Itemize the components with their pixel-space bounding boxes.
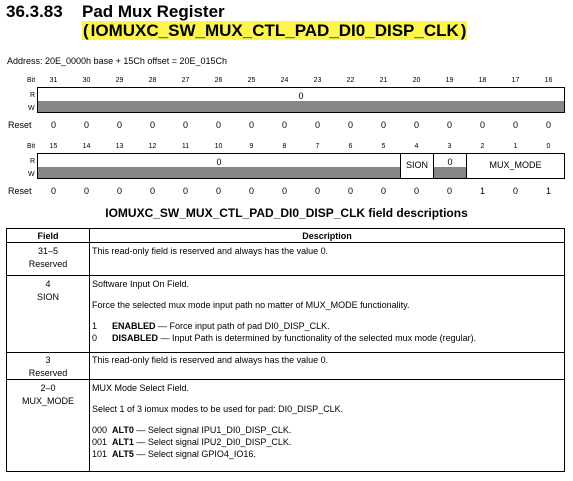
mux-mode-label: MUX_MODE xyxy=(489,160,542,170)
bit-number: 11 xyxy=(181,143,190,150)
bit3-box xyxy=(433,153,467,179)
reset-value: 0 xyxy=(248,120,254,130)
enum-text: — Select signal IPU2_DI0_DISP_CLK. xyxy=(133,437,292,447)
table-row xyxy=(7,276,565,353)
sion-label: SION xyxy=(405,160,428,170)
bit-number: 14 xyxy=(82,143,91,150)
field-bits: 4 xyxy=(45,279,51,289)
enum-name: ALT1 xyxy=(112,437,134,447)
reset-value: 0 xyxy=(347,186,353,196)
bit-number: 4 xyxy=(414,143,419,150)
reset-value: 0 xyxy=(314,186,320,196)
reset-value: 0 xyxy=(446,186,452,196)
enum-text: — Select signal GPIO4_IO16. xyxy=(133,449,256,459)
description-cell xyxy=(90,276,565,353)
field-name: Reserved xyxy=(28,368,68,378)
bit-number: 6 xyxy=(348,143,353,150)
enum-name: DISABLED xyxy=(112,333,159,343)
enum-name: ALT5 xyxy=(112,449,134,459)
bit3-w-bar xyxy=(434,167,466,178)
reset-value: 0 xyxy=(479,120,485,130)
bit-number: 19 xyxy=(445,77,454,84)
bit-number: 1 xyxy=(513,143,518,150)
reset-label: Reset xyxy=(8,186,32,196)
description-title: MUX Mode Select Field. xyxy=(92,383,190,393)
bit-number: 31 xyxy=(49,77,58,84)
register-name-heading xyxy=(82,21,467,41)
field-cell xyxy=(7,243,90,276)
lower-w-bar xyxy=(38,167,400,178)
enum-line xyxy=(92,449,564,460)
enum-text: — Force input path of pad DI0_DISP_CLK. xyxy=(155,321,330,331)
bit-number: 24 xyxy=(280,77,289,84)
bit-number: 21 xyxy=(379,77,388,84)
reset-value: 0 xyxy=(248,186,254,196)
reset-value: 0 xyxy=(83,120,89,130)
bit-number: 8 xyxy=(282,143,287,150)
section-title: Pad Mux Register xyxy=(82,2,225,21)
register-name: IOMUXC_SW_MUX_CTL_PAD_DI0_DISP_CLK xyxy=(90,21,459,40)
bit-number: 27 xyxy=(181,77,190,84)
table-header-row xyxy=(7,229,565,243)
section-number: 36.3.83 xyxy=(6,2,63,21)
bit-label: Bit xyxy=(27,77,36,84)
field-bits: 31–5 xyxy=(37,246,59,256)
reset-value: 0 xyxy=(116,120,122,130)
field-bits: 2–0 xyxy=(40,383,56,393)
upper-w-bar xyxy=(38,101,564,112)
bit-number: 7 xyxy=(315,143,320,150)
field-cell xyxy=(7,353,90,380)
upper-register-box xyxy=(37,87,565,113)
reset-value: 0 xyxy=(83,186,89,196)
field-descriptions-table xyxy=(6,228,565,472)
table-row xyxy=(7,353,565,380)
bit-number: 23 xyxy=(313,77,322,84)
lower-reserved-box xyxy=(37,153,401,179)
reset-value: 1 xyxy=(545,186,551,196)
bit-number: 28 xyxy=(148,77,157,84)
bit-number: 9 xyxy=(249,143,254,150)
enum-code: 1 xyxy=(92,321,98,331)
enum-code: 0 xyxy=(92,333,98,343)
field-cell xyxy=(7,380,90,472)
description-text: This read-only field is reserved and always has the value 0. xyxy=(92,355,329,365)
bit-number: 25 xyxy=(247,77,256,84)
bit-number: 10 xyxy=(214,143,223,150)
reset-value: 0 xyxy=(215,120,221,130)
reset-value: 0 xyxy=(512,186,518,196)
enum-text: — Select signal IPU1_DI0_DISP_CLK. xyxy=(133,425,292,435)
bit3-value: 0 xyxy=(447,157,453,167)
bit-number: 0 xyxy=(546,143,551,150)
reset-value: 0 xyxy=(413,120,419,130)
enum-name: ALT0 xyxy=(112,425,134,435)
reset-label: Reset xyxy=(8,120,32,130)
description-detail: Force the selected mux mode input path no matter of MUX_MODE functionality. xyxy=(92,300,410,310)
field-cell xyxy=(7,276,90,353)
bit-number: 5 xyxy=(381,143,386,150)
bit-number: 29 xyxy=(115,77,124,84)
reset-value: 0 xyxy=(512,120,518,130)
w-label: W xyxy=(28,105,35,112)
table-row xyxy=(7,380,565,472)
bit-number: 13 xyxy=(115,143,124,150)
enum-code: 001 xyxy=(92,437,108,447)
description-cell xyxy=(90,380,565,472)
field-bits: 3 xyxy=(45,355,51,365)
enum-line xyxy=(92,333,564,344)
enum-line xyxy=(92,321,564,332)
description-cell xyxy=(90,243,565,276)
sion-box xyxy=(400,153,434,179)
bit-label: Bit xyxy=(27,143,36,150)
reset-value: 0 xyxy=(149,186,155,196)
register-open-paren: ( xyxy=(83,21,89,40)
reset-value: 1 xyxy=(479,186,485,196)
register-address: Address: 20E_0000h base + 15Ch offset = 20E_015Ch xyxy=(7,56,227,66)
bit-number: 3 xyxy=(447,143,452,150)
reset-value: 0 xyxy=(50,186,56,196)
description-detail: Select 1 of 3 iomux modes to be used for pad: DI0_DISP_CLK. xyxy=(92,404,344,414)
description-text: This read-only field is reserved and always has the value 0. xyxy=(92,246,329,256)
bit-number: 16 xyxy=(544,77,553,84)
reset-value: 0 xyxy=(281,186,287,196)
lower-r-reserved-value: 0 xyxy=(216,157,222,167)
r-label: R xyxy=(30,158,36,165)
description-column-header: Description xyxy=(90,229,565,243)
bit-number: 26 xyxy=(214,77,223,84)
field-name: SION xyxy=(36,292,59,302)
enum-line xyxy=(92,425,564,436)
bit-number: 20 xyxy=(412,77,421,84)
register-diagram-lower xyxy=(0,141,573,201)
upper-r-value: 0 xyxy=(298,91,304,101)
bit-number: 17 xyxy=(511,77,520,84)
enum-code: 000 xyxy=(92,425,108,435)
enum-line xyxy=(92,437,564,448)
enum-code: 101 xyxy=(92,449,108,459)
mux-mode-box xyxy=(466,153,565,179)
reset-value: 0 xyxy=(116,186,122,196)
table-row xyxy=(7,243,565,276)
bit-number: 12 xyxy=(148,143,157,150)
bit-number: 18 xyxy=(478,77,487,84)
reset-value: 0 xyxy=(182,120,188,130)
reset-value: 0 xyxy=(50,120,56,130)
reset-value: 0 xyxy=(380,120,386,130)
register-close-paren: ) xyxy=(460,21,467,40)
bit-number: 15 xyxy=(49,143,58,150)
reset-value: 0 xyxy=(281,120,287,130)
reset-value: 0 xyxy=(314,120,320,130)
description-title: Software Input On Field. xyxy=(92,279,190,289)
enum-name: ENABLED xyxy=(112,321,156,331)
reset-value: 0 xyxy=(215,186,221,196)
r-label: R xyxy=(30,92,36,99)
register-diagram-upper xyxy=(0,75,573,135)
w-label: W xyxy=(28,171,35,178)
field-name: MUX_MODE xyxy=(21,396,74,406)
field-name: Reserved xyxy=(28,259,68,269)
reset-value: 0 xyxy=(347,120,353,130)
field-descriptions-title: IOMUXC_SW_MUX_CTL_PAD_DI0_DISP_CLK field descriptions xyxy=(105,206,468,220)
bit-number: 2 xyxy=(480,143,485,150)
reset-value: 0 xyxy=(545,120,551,130)
bit-number: 30 xyxy=(82,77,91,84)
enum-text: — Input Path is determined by functionality of the selected mux mode (regular). xyxy=(158,333,477,343)
description-cell xyxy=(90,353,565,380)
reset-value: 0 xyxy=(149,120,155,130)
reset-value: 0 xyxy=(182,186,188,196)
reset-value: 0 xyxy=(413,186,419,196)
field-column-header: Field xyxy=(7,229,90,243)
bit-number: 22 xyxy=(346,77,355,84)
reset-value: 0 xyxy=(380,186,386,196)
reset-value: 0 xyxy=(446,120,452,130)
